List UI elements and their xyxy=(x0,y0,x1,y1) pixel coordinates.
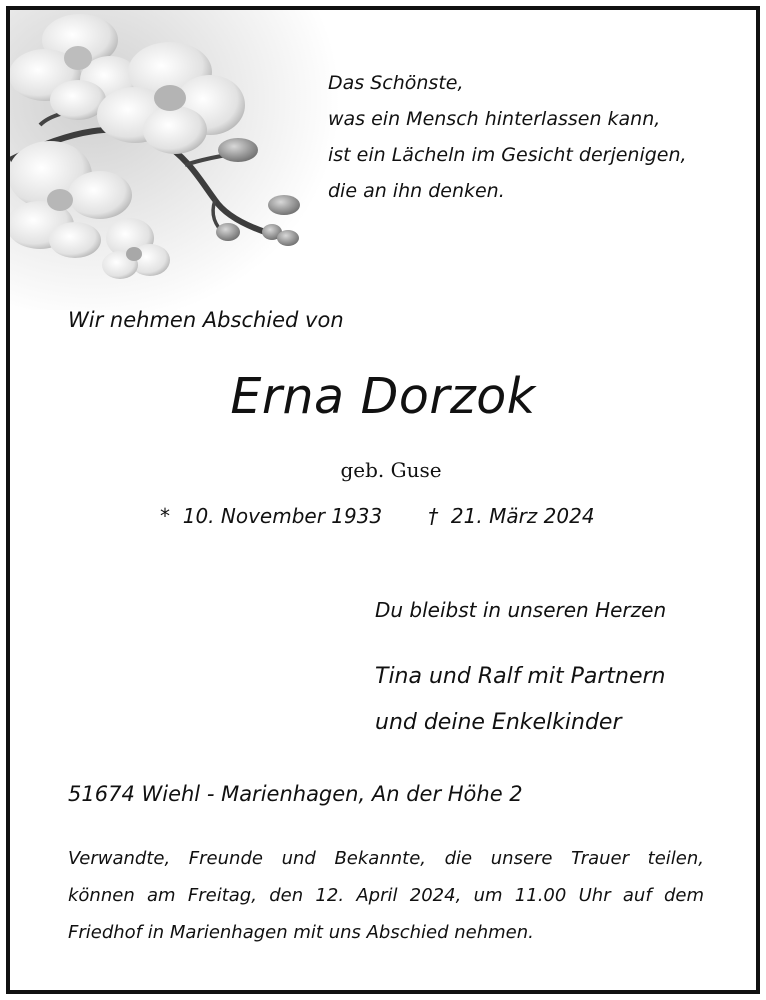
memorial-poem xyxy=(328,65,728,209)
deceased-name: Erna Dorzok xyxy=(230,368,536,425)
poem-line: ist ein Lächeln im Gesicht derjenigen, xyxy=(328,144,687,166)
notice-line: Friedhof in Marienhagen mit uns Abschied nehmen. xyxy=(68,922,534,943)
mourners xyxy=(375,654,665,746)
mourner-line: und deine Enkelkinder xyxy=(375,710,622,735)
funeral-notice xyxy=(68,840,704,951)
death-date: 21. März 2024 xyxy=(450,504,595,528)
poem-line: was ein Mensch hinterlassen kann, xyxy=(328,108,661,130)
notice-line: Verwandte, Freunde und Bekannte, die unsere Trauer teilen, xyxy=(68,848,704,869)
obituary-card xyxy=(6,6,760,994)
life-dates xyxy=(160,504,595,528)
notice-line: können am Freitag, den 12. April 2024, um 11.00 Uhr auf dem xyxy=(68,885,704,906)
farewell-intro: Wir nehmen Abschied von xyxy=(68,308,344,332)
death-symbol: † xyxy=(428,504,439,528)
farewell-message: Du bleibst in unseren Herzen xyxy=(375,598,667,622)
maiden-name: geb. Guse xyxy=(340,458,442,482)
family-address: 51674 Wiehl - Marienhagen, An der Höhe 2 xyxy=(68,782,523,806)
mourner-line: Tina und Ralf mit Partnern xyxy=(375,664,666,689)
orchid-branch-icon xyxy=(10,10,340,310)
poem-line: die an ihn denken. xyxy=(328,180,505,202)
birth-symbol: * xyxy=(160,504,170,528)
birth-date: 10. November 1933 xyxy=(182,504,383,528)
poem-line: Das Schönste, xyxy=(328,72,464,94)
